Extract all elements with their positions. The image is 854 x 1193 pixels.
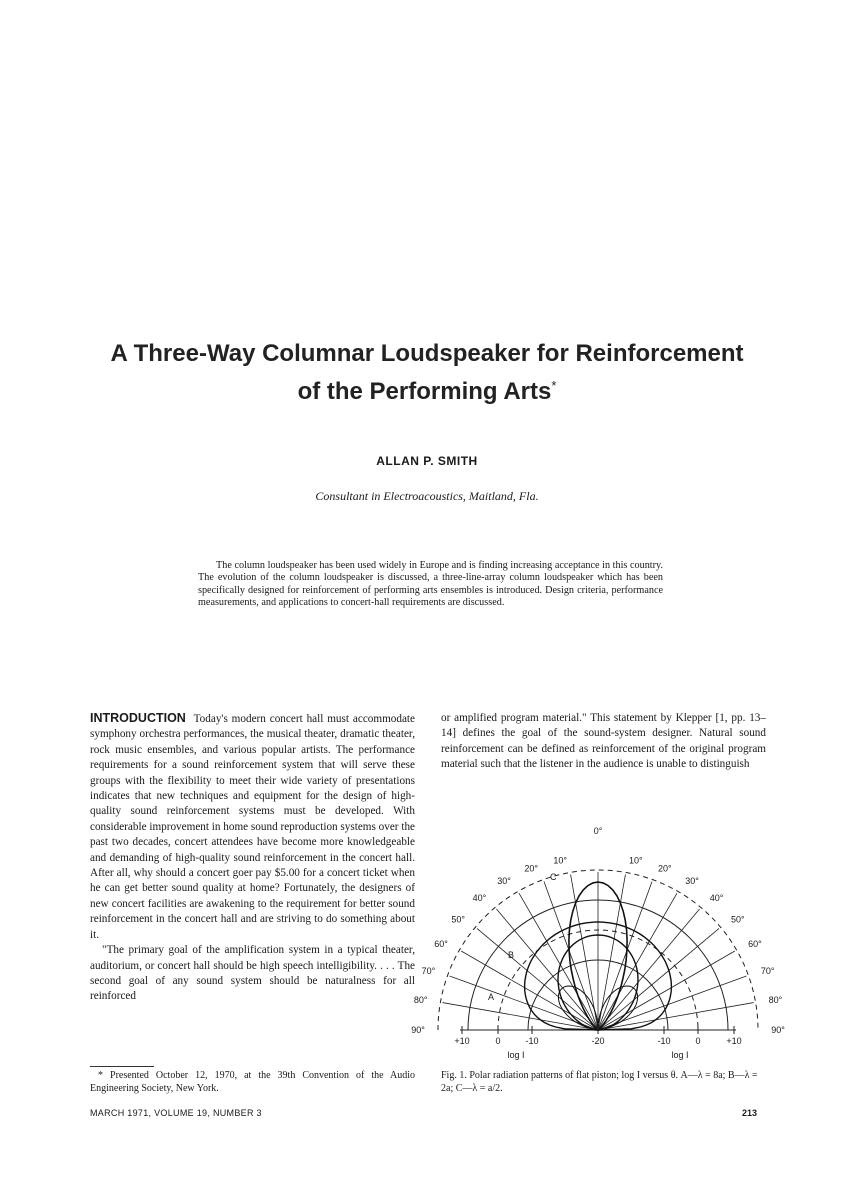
axis-title-left: log I xyxy=(507,1050,525,1060)
curve-label-a: A xyxy=(488,992,495,1002)
angle-label-right: 80° xyxy=(768,995,783,1006)
title-line-2 xyxy=(0,370,854,408)
axis-tick-label: -10 xyxy=(657,1036,671,1046)
axis-tick-label: 0 xyxy=(495,1036,501,1046)
intro-paragraph-1 xyxy=(90,711,415,943)
article-title xyxy=(0,338,854,408)
figure-1 xyxy=(411,812,785,1064)
angle-label-top: 0° xyxy=(593,826,603,836)
angle-label-left: 80° xyxy=(413,995,428,1006)
angle-label-left: 50° xyxy=(451,914,466,925)
angle-label-left: 10° xyxy=(553,855,567,866)
angle-label-right: 50° xyxy=(730,914,745,925)
angle-label-left: 90° xyxy=(411,1025,425,1035)
angle-label-left: 30° xyxy=(497,876,511,887)
section-heading: INTRODUCTION xyxy=(90,711,186,725)
axis-tick-label: -20 xyxy=(591,1036,605,1046)
polar-plot xyxy=(411,812,785,1064)
curve-label-b: B xyxy=(508,950,515,960)
footnote-rule xyxy=(90,1066,154,1067)
angle-label-right: 10° xyxy=(629,855,643,866)
axis-tick-label: +10 xyxy=(726,1036,742,1046)
angle-label-right: 90° xyxy=(771,1025,785,1035)
abstract: The column loudspeaker has been used widely in Europe and is finding increasing acceptance in this country. The evolution of the column loudspeaker is discussed, a three-line-array column loudspeaker which has been specifically designed for reinforcement of performing arts ensembles is introduced. Design criteria, performance measurements, and applications to concert-hall requirements are discussed. xyxy=(198,560,663,608)
curve-label-c: C xyxy=(550,872,557,882)
angle-label-left: 70° xyxy=(421,966,436,977)
angle-label-right: 30° xyxy=(685,876,699,887)
intro-text-1: Today's modern concert hall must accommodate symphony orchestra performances, the musical theater, dramatic theater, rock music ensembles, and various popular artists. The performance requirements for a sound reinforcement system that will serve these groups with the flexibility to meet their wide variety of presentations indicates that new techniques and equipment for the design of high-quality sound reinforcement systems must be developed. With considerable improvement in home sound reproduction systems over the past two decades, concert attendees have become more knowledgeable and demanding of high-quality sound reinforcement in the concert hall. After all, why should a concert goer pay $5.00 for a concert ticket when he can get better sound quality at home? Fortunately, the designers of new concert facilities are awakening to the requirement for better sound reinforcement in the concert hall and are striving to do something about it. xyxy=(90,713,416,941)
axis-tick-label: +10 xyxy=(454,1036,470,1046)
angle-label-right: 60° xyxy=(748,939,762,949)
angle-label-right: 20° xyxy=(658,863,672,874)
footnote: * Presented October 12, 1970, at the 39th Convention of the Audio Engineering Society, New York. xyxy=(90,1070,415,1094)
journal-info: MARCH 1971, VOLUME 19, NUMBER 3 xyxy=(90,1108,262,1118)
axis-tick-label: -10 xyxy=(525,1036,539,1046)
right-column: or amplified program material." This statement by Klepper [1, pp. 13–14] defines the goal of the sound-system designer. Natural sound reinforcement can be defined as reinforcement of the original program material such that the listener in the audience is unable to distinguish xyxy=(441,712,766,771)
angle-label-right: 40° xyxy=(709,893,724,904)
author-name: ALLAN P. SMITH xyxy=(376,454,478,468)
figure-caption: Fig. 1. Polar radiation patterns of flat piston; log I versus θ. A—λ = 8a; B—λ = 2a; C—λ = a/2. xyxy=(441,1070,758,1094)
axis-title-right: log I xyxy=(671,1050,689,1060)
left-column xyxy=(90,711,415,1005)
intro-paragraph-2: "The primary goal of the amplification system in a typical theater, auditorium, or concert hall should be high speech intelligibility. . . . The second goal of any sound system should be naturalness for all reinforced xyxy=(90,944,415,1003)
axis-tick-label: 0 xyxy=(695,1036,701,1046)
angle-label-left: 60° xyxy=(434,939,448,949)
author-affiliation: Consultant in Electroacoustics, Maitland, Fla. xyxy=(315,489,539,503)
angle-label-right: 70° xyxy=(760,966,775,977)
page-number: 213 xyxy=(742,1108,758,1118)
title-line-2-text: of the Performing Arts xyxy=(297,378,552,405)
title-footnote-mark: * xyxy=(551,378,557,393)
title-line-1: A Three-Way Columnar Loudspeaker for Reinforcement xyxy=(110,340,744,367)
angle-label-left: 20° xyxy=(524,863,538,874)
angle-label-left: 40° xyxy=(472,893,487,904)
